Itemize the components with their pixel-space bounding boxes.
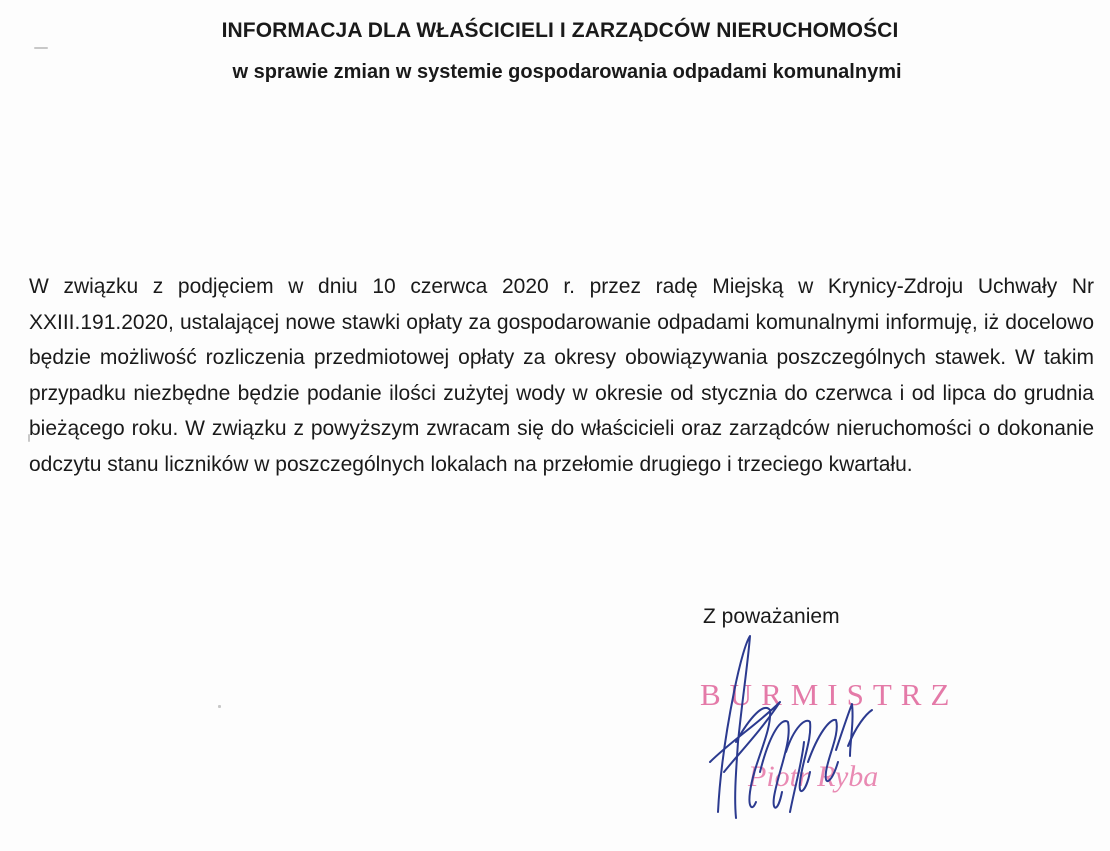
closing-salutation: Z poważaniem (703, 605, 840, 628)
stamp-title: BURMISTRZ (700, 677, 959, 712)
scan-speck (218, 705, 221, 708)
stamp-name: Piotr Ryba (748, 760, 879, 793)
document-subtitle: w sprawie zmian w systemie gospodarowania odpadami komunalnymi (232, 61, 902, 83)
document-header (0, 16, 1110, 87)
handwritten-signature (690, 622, 910, 822)
body-paragraph: W związku z podjęciem w dniu 10 czerwca 2020 r. przez radę Miejską w Krynicy-Zdroju Uchwały Nr XXIII.191.2020, ustalającej nowe stawki opłaty za gospodarowanie odpadami komunalnymi informuję, iż docelowo będzie możliwość rozliczenia przedmiotowej opłaty za okresy obowiązywania poszczególnych stawek. W takim przypadku niezbędne będzie podanie ilości zużytej wody w okresie od stycznia do czerwca i od lipca do grudnia bieżącego roku. W związku z powyższym zwracam się do właścicieli oraz zarządców nieruchomości o dokonanie odczytu stanu liczników w poszczególnych lokalach na przełomie drugiego i trzeciego kwartału. (29, 275, 1094, 476)
document-title: INFORMACJA DLA WŁAŚCICIELI I ZARZĄDCÓW NIERUCHOMOŚCI (221, 19, 899, 42)
